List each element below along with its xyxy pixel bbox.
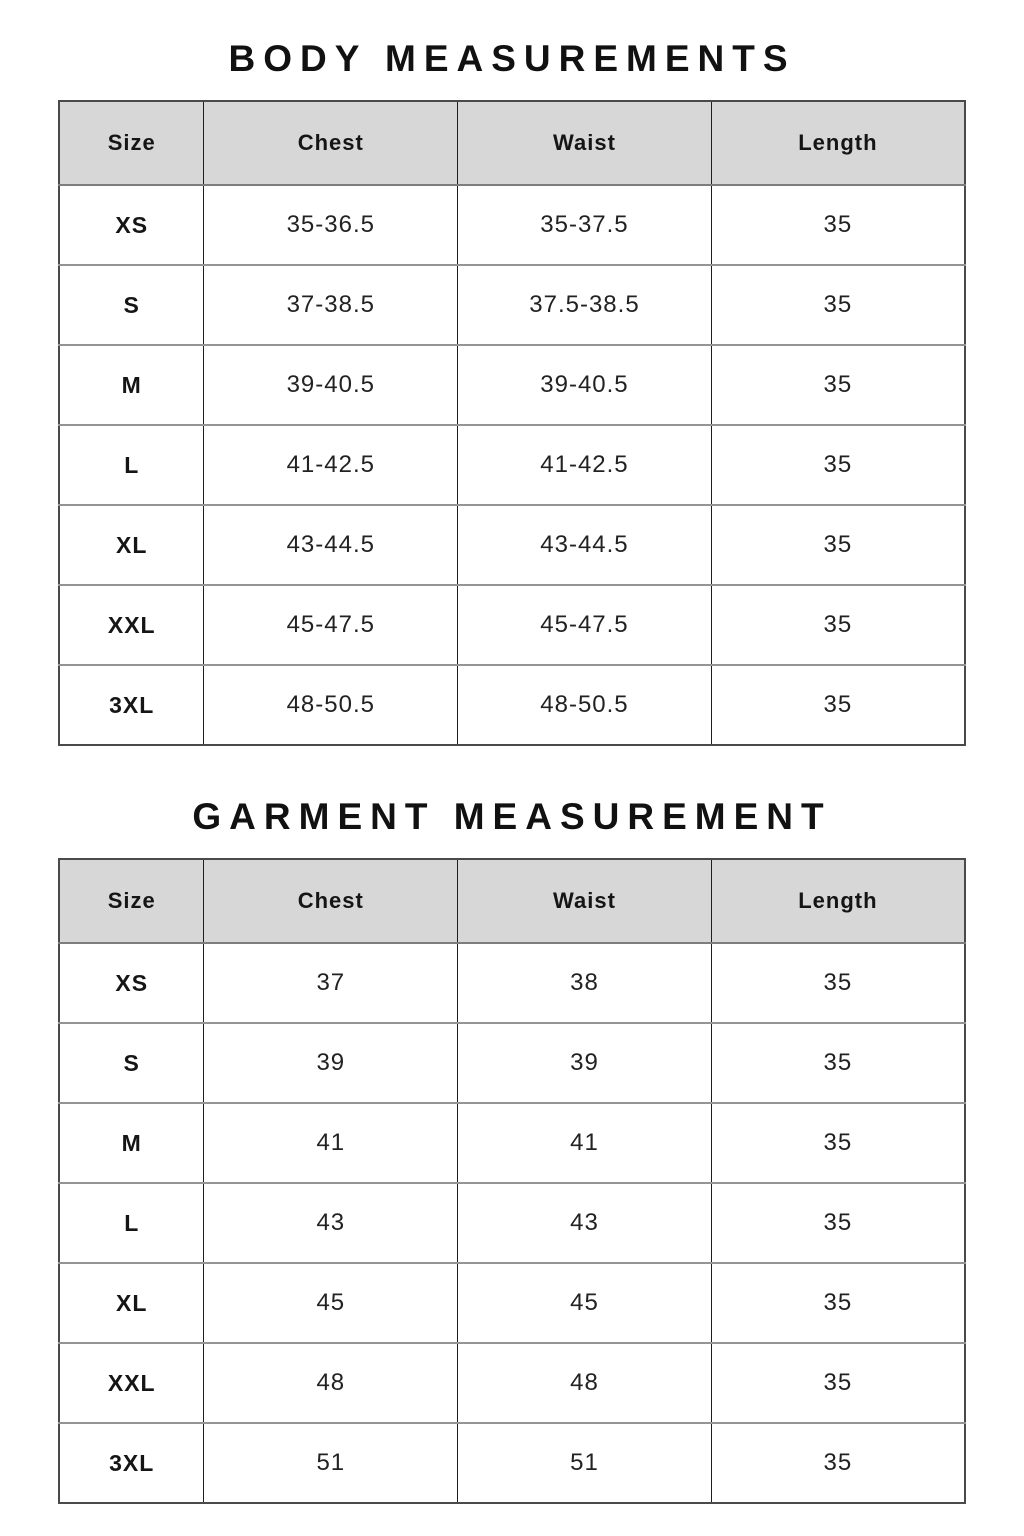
value-cell: 43: [204, 1183, 458, 1263]
size-cell: M: [59, 1103, 204, 1183]
value-cell: 45-47.5: [458, 585, 712, 665]
value-cell: 37.5-38.5: [458, 265, 712, 345]
value-cell: 35: [711, 1423, 965, 1503]
value-cell: 35: [711, 1263, 965, 1343]
value-cell: 35: [711, 185, 965, 265]
value-cell: 35: [711, 1183, 965, 1263]
value-cell: 41-42.5: [458, 425, 712, 505]
value-cell: 35: [711, 505, 965, 585]
value-cell: 35-37.5: [458, 185, 712, 265]
table-row: [59, 185, 965, 265]
column-header: Chest: [204, 101, 458, 185]
value-cell: 35: [711, 943, 965, 1023]
size-cell: XXL: [59, 585, 204, 665]
value-cell: 43-44.5: [458, 505, 712, 585]
value-cell: 48-50.5: [458, 665, 712, 745]
size-cell: XL: [59, 505, 204, 585]
value-cell: 51: [458, 1423, 712, 1503]
value-cell: 35: [711, 585, 965, 665]
value-cell: 43: [458, 1183, 712, 1263]
size-cell: XXL: [59, 1343, 204, 1423]
table-row: [59, 1183, 965, 1263]
column-header: Waist: [458, 101, 712, 185]
value-cell: 51: [204, 1423, 458, 1503]
table-row: [59, 505, 965, 585]
column-header: Chest: [204, 859, 458, 943]
value-cell: 39-40.5: [458, 345, 712, 425]
section-title: BODY MEASUREMENTS: [228, 38, 796, 79]
header-row: [59, 101, 965, 185]
column-header: Size: [59, 101, 204, 185]
value-cell: 41: [204, 1103, 458, 1183]
size-table: [58, 100, 966, 746]
table-row: [59, 1263, 965, 1343]
column-header: Length: [711, 101, 965, 185]
value-cell: 48: [458, 1343, 712, 1423]
size-cell: L: [59, 425, 204, 505]
size-cell: L: [59, 1183, 204, 1263]
value-cell: 48-50.5: [204, 665, 458, 745]
value-cell: 39: [458, 1023, 712, 1103]
header-row: [59, 859, 965, 943]
size-cell: 3XL: [59, 1423, 204, 1503]
value-cell: 37-38.5: [204, 265, 458, 345]
table-body: [59, 185, 965, 745]
value-cell: 35: [711, 425, 965, 505]
table-row: [59, 265, 965, 345]
value-cell: 35: [711, 1103, 965, 1183]
value-cell: 35: [711, 345, 965, 425]
size-cell: S: [59, 1023, 204, 1103]
table-body: [59, 943, 965, 1503]
table-row: [59, 425, 965, 505]
size-cell: XS: [59, 943, 204, 1023]
value-cell: 35: [711, 265, 965, 345]
measurement-section: [58, 36, 966, 746]
size-cell: 3XL: [59, 665, 204, 745]
value-cell: 39-40.5: [204, 345, 458, 425]
size-cell: XL: [59, 1263, 204, 1343]
value-cell: 37: [204, 943, 458, 1023]
size-cell: XS: [59, 185, 204, 265]
value-cell: 41-42.5: [204, 425, 458, 505]
value-cell: 35: [711, 1343, 965, 1423]
table-row: [59, 665, 965, 745]
column-header: Waist: [458, 859, 712, 943]
table-row: [59, 1343, 965, 1423]
value-cell: 45: [204, 1263, 458, 1343]
value-cell: 39: [204, 1023, 458, 1103]
value-cell: 41: [458, 1103, 712, 1183]
table-row: [59, 1023, 965, 1103]
table-row: [59, 1423, 965, 1503]
value-cell: 45: [458, 1263, 712, 1343]
size-table: [58, 858, 966, 1504]
table-header: [59, 101, 965, 185]
column-header: Length: [711, 859, 965, 943]
value-cell: 48: [204, 1343, 458, 1423]
value-cell: 43-44.5: [204, 505, 458, 585]
value-cell: 35: [711, 665, 965, 745]
value-cell: 35: [711, 1023, 965, 1103]
value-cell: 35-36.5: [204, 185, 458, 265]
table-row: [59, 943, 965, 1023]
size-cell: S: [59, 265, 204, 345]
size-cell: M: [59, 345, 204, 425]
table-row: [59, 1103, 965, 1183]
table-row: [59, 585, 965, 665]
table-header: [59, 859, 965, 943]
table-row: [59, 345, 965, 425]
measurement-section: [58, 794, 966, 1504]
value-cell: 38: [458, 943, 712, 1023]
value-cell: 45-47.5: [204, 585, 458, 665]
section-title: GARMENT MEASUREMENT: [192, 796, 832, 837]
column-header: Size: [59, 859, 204, 943]
